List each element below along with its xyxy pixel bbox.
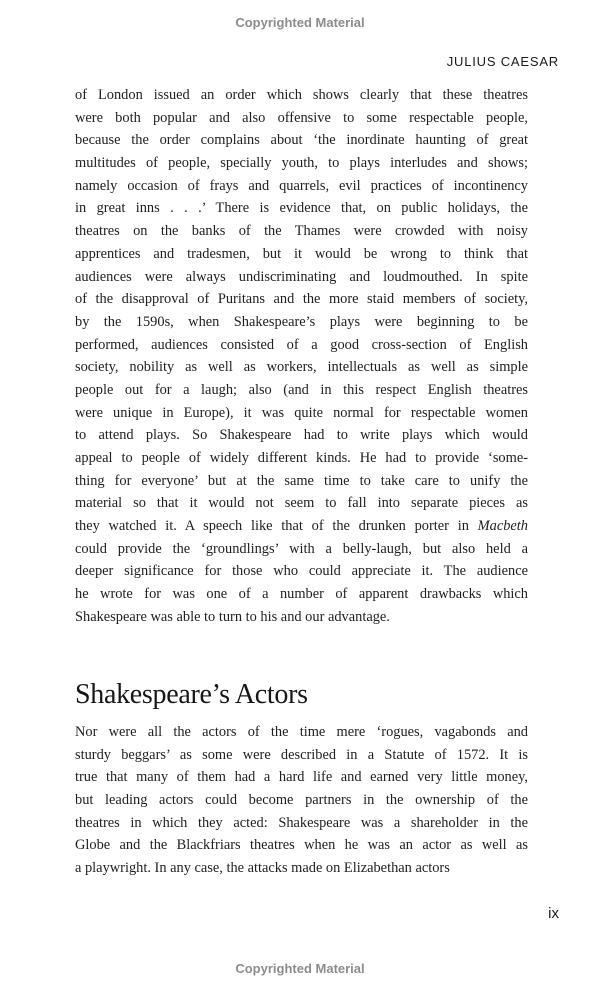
paragraph-actors (75, 721, 528, 880)
text-line: were both popular and also offensive to some respectable people, (75, 109, 528, 126)
text-line: deeper significance for those who could appreciate it. The audience (75, 563, 528, 580)
text-line: theatres in which they acted: Shakespeare was a shareholder in the (75, 814, 528, 831)
text-line: people out for a laugh; also (and in this respect English theatres (75, 381, 528, 398)
text-line: appeal to people of widely different kinds. He had to provide ‘some- (75, 450, 528, 466)
running-header-title: JULIUS CAESAR (446, 54, 559, 69)
copyright-notice-bottom: Copyrighted Material (235, 961, 365, 976)
text-line: true that many of them had a hard life and earned very little money, (75, 769, 528, 786)
italic-book-title: Macbeth (477, 518, 528, 535)
text-line: a playwright. In any case, the attacks made on Elizabethan actors (75, 860, 450, 877)
paragraph-audiences (75, 84, 528, 629)
text-line: could provide the ‘groundlings’ with a belly-laugh, but also held a (75, 540, 528, 557)
text-line: but leading actors could become partners in the ownership of the (75, 792, 528, 809)
text-line: because the order complains about ‘the inordinate haunting of great (75, 132, 528, 149)
text-line: theatres on the banks of the Thames were crowded with noisy (75, 223, 528, 240)
copyright-notice-top: Copyrighted Material (235, 15, 365, 30)
page-number: ix (548, 905, 559, 922)
text-line: in great inns . . .’ There is evidence that, on public holidays, the (75, 200, 528, 217)
text-line: thing for everyone’ but at the same time to take care to unify the (75, 472, 528, 489)
text-line: to attend plays. So Shakespeare had to write plays which would (75, 427, 528, 444)
text-line: sturdy beggars’ as some were described in a Statute of 1572. It is (75, 746, 528, 763)
text-line: Nor were all the actors of the time mere ‘rogues, vagabonds and (75, 724, 528, 740)
text-line: audiences were always undiscriminating and loudmouthed. In spite (75, 268, 528, 285)
text-line: of London issued an order which shows clearly that these theatres (75, 87, 528, 103)
text-line: they watched it. A speech like that of the drunken porter in Macbeth (75, 518, 528, 535)
text-line: by the 1590s, when Shakespeare’s plays were beginning to be (75, 313, 528, 330)
text-line: apprentices and tradesmen, but it would be wrong to think that (75, 245, 528, 262)
text-line: he wrote for was one of a number of apparent drawbacks which (75, 586, 528, 603)
text-line: Shakespeare was able to turn to his and our advantage. (75, 608, 390, 625)
text-line: Globe and the Blackfriars theatres when he was an actor as well as (75, 837, 528, 854)
text-line: were unique in Europe), it was quite normal for respectable women (75, 404, 528, 421)
section-heading: Shakespeare’s Actors (75, 679, 308, 710)
text-line: namely occasion of frays and quarrels, evil practices of incontinency (75, 177, 528, 194)
text-line: of the disapproval of Puritans and the more staid members of society, (75, 291, 528, 308)
text-line: performed, audiences consisted of a good cross-section of English (75, 336, 528, 353)
text-line: material so that it would not seem to fall into separate pieces as (75, 495, 528, 512)
text-line: multitudes of people, specially youth, to plays interludes and shows; (75, 155, 528, 172)
text-line: society, nobility as well as workers, intellectuals as well as simple (75, 359, 528, 376)
